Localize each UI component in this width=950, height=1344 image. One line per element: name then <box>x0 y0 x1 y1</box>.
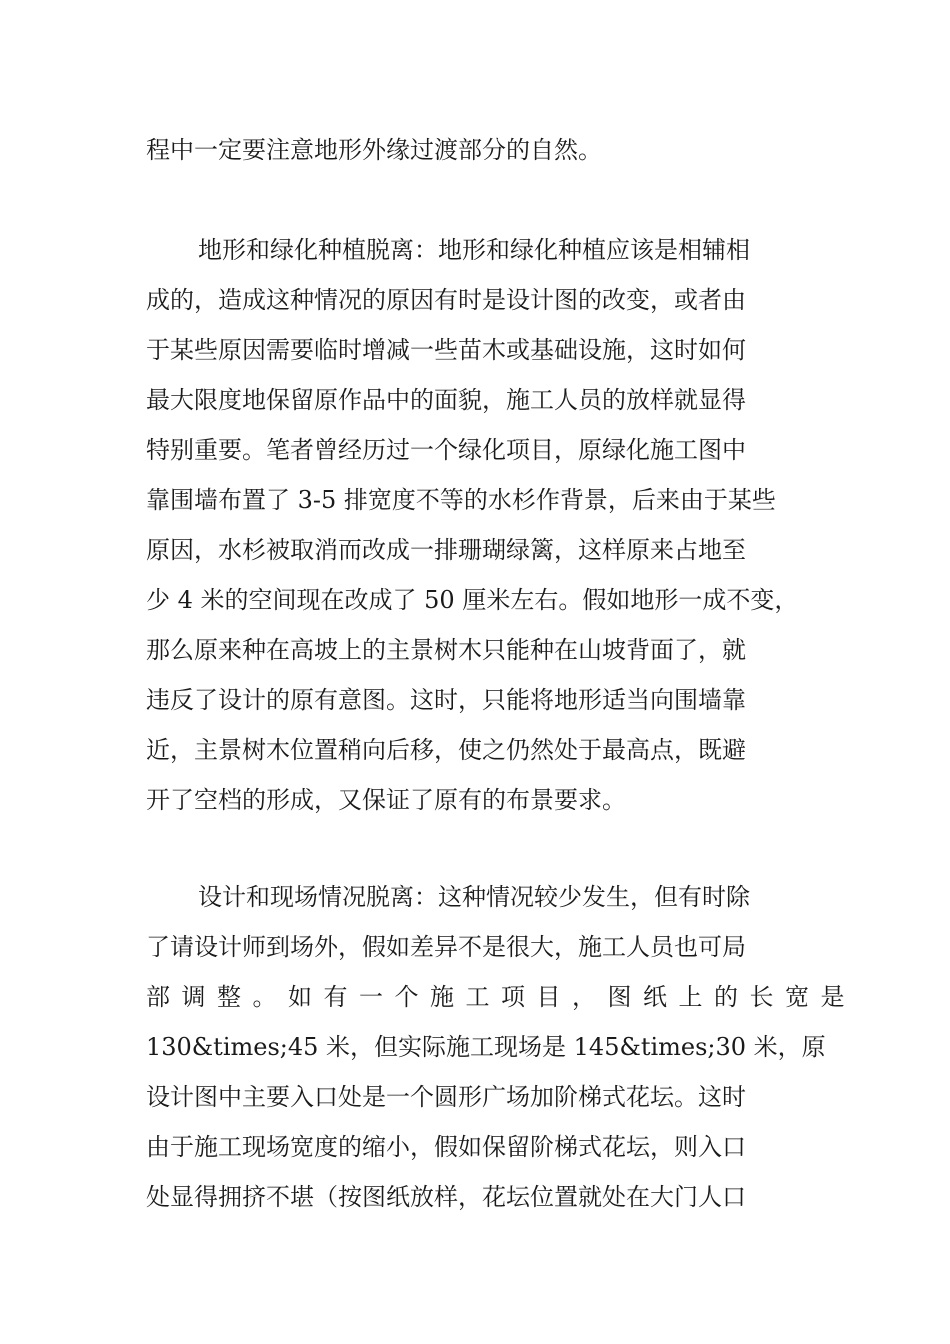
paragraph-2-line-12: 开了空档的形成，又保证了原有的布景要求。 <box>146 786 626 814</box>
paragraph-3-line-4: 130&times;45 米，但实际施工现场是 145&times;30 米，原 <box>146 1033 826 1061</box>
paragraph-3-line-6: 由于施工现场宽度的缩小，假如保留阶梯式花坛，则入口 <box>146 1133 746 1161</box>
paragraph-2-line-10: 违反了设计的原有意图。这时，只能将地形适当向围墙靠 <box>146 686 746 714</box>
paragraph-3-line-3: 部调整。如有一个施工项目，图纸上的长宽是 <box>146 983 856 1011</box>
paragraph-3-line-7: 处显得拥挤不堪（按图纸放样，花坛位置就处在大门人口 <box>146 1183 746 1211</box>
paragraph-1-line-1: 程中一定要注意地形外缘过渡部分的自然。 <box>146 136 602 164</box>
paragraph-2-line-9: 那么原来种在高坡上的主景树木只能种在山坡背面了，就 <box>146 636 746 664</box>
paragraph-2-line-11: 近，主景树木位置稍向后移，使之仍然处于最高点，既避 <box>146 736 746 764</box>
paragraph-3-line-2: 了请设计师到场外，假如差异不是很大，施工人员也可局 <box>146 933 746 961</box>
paragraph-2-line-1: 地形和绿化种植脱离：地形和绿化种植应该是相辅相 <box>198 236 750 264</box>
paragraph-2-line-3: 于某些原因需要临时增减一些苗木或基础设施，这时如何 <box>146 336 746 364</box>
paragraph-3-line-5: 设计图中主要入口处是一个圆形广场加阶梯式花坛。这时 <box>146 1083 746 1111</box>
paragraph-2-line-6: 靠围墙布置了 3-5 排宽度不等的水杉作背景，后来由于某些 <box>146 486 776 514</box>
paragraph-2-line-7: 原因，水杉被取消而改成一排珊瑚绿篱，这样原来占地至 <box>146 536 746 564</box>
paragraph-2-line-5: 特别重要。笔者曾经历过一个绿化项目，原绿化施工图中 <box>146 436 746 464</box>
paragraph-2-line-2: 成的，造成这种情况的原因有时是设计图的改变，或者由 <box>146 286 746 314</box>
paragraph-3-line-1: 设计和现场情况脱离：这种情况较少发生，但有时除 <box>198 883 750 911</box>
paragraph-2-line-4: 最大限度地保留原作品中的面貌，施工人员的放样就显得 <box>146 386 746 414</box>
paragraph-2-line-8: 少 4 米的空间现在改成了 50 厘米左右。假如地形一成不变， <box>146 586 799 614</box>
